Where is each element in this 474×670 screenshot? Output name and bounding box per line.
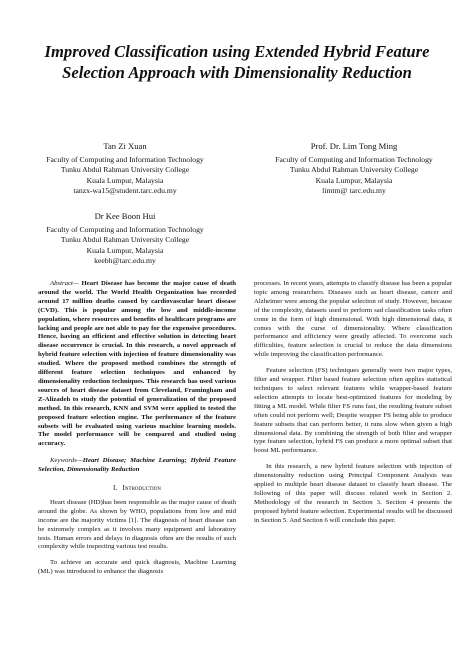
author-block-2 <box>254 141 454 197</box>
author-name: Tan Zi Xuan <box>103 141 147 151</box>
paper-title: Improved Classification using Extended Hybrid Feature Selection Approach with Dimensionality Reduction <box>44 42 430 82</box>
keywords-text: Heart Disease; Machine Learning; Hybrid Feature Selection, Dimensionality Reduction <box>38 457 236 474</box>
section-title: Introduction <box>122 484 162 493</box>
author-name: Prof. Dr. Lim Tong Ming <box>310 141 398 151</box>
right-column <box>254 280 452 526</box>
author-location: Kuala Lumpur, Malaysia <box>86 175 164 185</box>
author-affiliation: Faculty of Computing and Information Technology <box>275 154 433 164</box>
body-paragraph: processes. In recent years, attempts to classify disease has been a popular topic among researchers. Diseases such as heart disease, cancer and Alzheimer were among the popular selection of study. However, because of the complexity, datasets used to perform sad classification tasks often come in the form of high dimensional. With high dimensional data, it comes with the curse of dimensionality. Where classification performance and efficiency were greatly affected. To overcome such difficulties, feature selection is crucial to reduce the data dimensions while improving the classification performance. <box>254 280 452 359</box>
abstract-text: Heart Disease has become the major cause of death around the world. The World Health Organization has recorded around 17 million deaths caused by cardiovascular heart disease (CVD). This is popular among the low and middle-income population, where resources and benefits of healthcare programs are lacking and people are not able to pay for the expensive procedures. Hence, having an efficient and effective solution in detecting heart disease occurrence is crucial. In this research, a novel approach of hybrid feature selection with injection of feature dimensionality was studied. Where the proposed method combines the strength of different feature selection techniques and enhanced by dimensionality reduction techniques. This research has used various sources of heart disease dataset from Cleveland, Framingham and Z-Alizadeh to study the potential of generalization of the proposed method. In this research, KNN and SVM were applied to tested the proposed feature selection engine. The performance of the feature subsets will be evaluated using various machine learning models. The model performance will be compared and studied using accuracy. <box>38 280 236 448</box>
author-affiliation: Faculty of Computing and Information Technology <box>46 154 204 164</box>
author-institution: Tunku Abdul Rahman University College <box>60 235 190 245</box>
abstract-label: Abstract— <box>50 280 79 287</box>
body-paragraph: Heart disease (HD)has been responsible as the major cause of death around the globe. As shown by WHO, populations from low and mid income are the majority victims [1]. The diagnosis of heart disease can be extremely complex as it involves many equipment and laboratory tests. Human errors and delays in diagnosis often are the results of such complexity while inspecting various test results. <box>38 498 236 551</box>
section-heading <box>38 484 236 493</box>
author-block-3 <box>30 211 220 267</box>
section-number: I. <box>112 484 118 493</box>
abstract <box>38 280 236 449</box>
author-location: Kuala Lumpur, Malaysia <box>315 175 393 185</box>
author-affiliation: Faculty of Computing and Information Technology <box>46 224 204 234</box>
keywords <box>38 457 236 475</box>
author-block-1 <box>30 141 220 197</box>
author-email: tanzx-wa15@student.tarc.edu.my <box>73 186 177 196</box>
body-paragraph: To achieve an accurate and quick diagnosis, Machine Learning (ML) was introduced to enhance the diagnosis <box>38 559 236 576</box>
author-institution: Tunku Abdul Rahman University College <box>289 165 419 175</box>
body-paragraph: Feature selection (FS) techniques generally were two major types, filter and wrapper. Filter based feature selection often applies statistical techniques to select relevant features while wrapper-based feature selection attempts to locate best-optimized features for modeling by fitting a ML model. While filter FS runs fast, the resulting feature subset often could not perform well; Despite wrapper FS being able to produce feature subsets that can perform better, it runs slow when given a high dimensional data. By combining the strength of both filter and wrapper type feature selection, hybrid FS can produce a more optimal subset that boost ML performance. <box>254 367 452 455</box>
body-paragraph: In this research, a new hybrid feature selection with injection of dimensionality reduction using Principal Component Analysis was applied to multiple heart disease dataset to classify heart disease. The following of this paper will discuss related work in Section 2. Methodology of the research in Section 3. Section 4 presents the proposed hybrid feature selection. Experimental results will be discussed in Section 5. And Section 6 will conclude this paper. <box>254 463 452 524</box>
author-email: keebh@tarc.edu.my <box>94 256 156 266</box>
author-location: Kuala Lumpur, Malaysia <box>86 245 164 255</box>
left-column <box>38 280 236 577</box>
author-name: Dr Kee Boon Hui <box>94 211 156 221</box>
keywords-label: Keywords— <box>50 457 83 465</box>
author-email: limtm@ tarc.edu.my <box>322 186 386 196</box>
author-institution: Tunku Abdul Rahman University College <box>60 165 190 175</box>
